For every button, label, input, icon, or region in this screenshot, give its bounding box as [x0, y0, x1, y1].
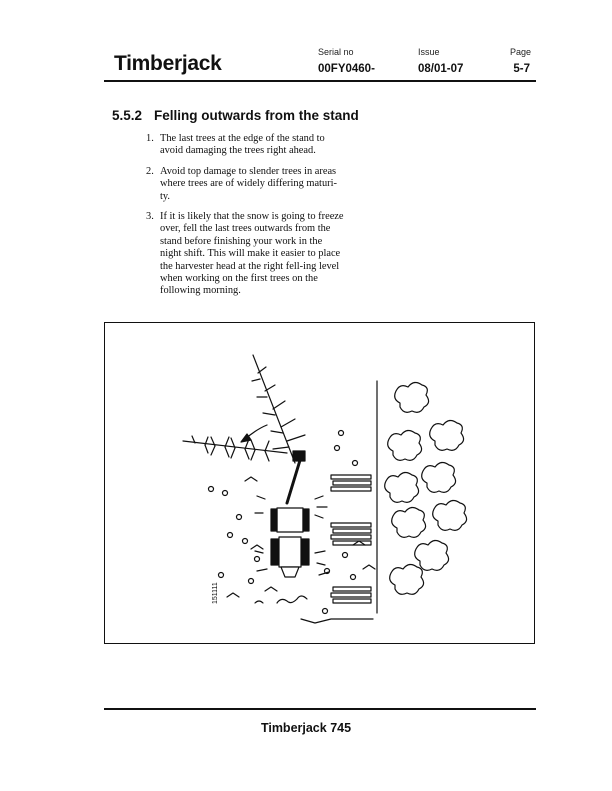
item-text: If it is likely that the snow is going to freeze over, fell the last trees outwards from the stand before finishing your work in the night shift. This will make it easier to place the harvester head at the right fell-ing level when working on the first trees on the following morning. — [160, 211, 344, 297]
serial-value: 00FY0460- — [318, 63, 375, 75]
serial-label: Serial no — [318, 47, 354, 57]
header-rule — [104, 80, 536, 82]
issue-field — [418, 47, 463, 75]
harvester-machine — [271, 508, 309, 577]
page-number: 5-7 — [513, 63, 530, 75]
felling-illustration — [104, 322, 535, 644]
figure-number: 151111 — [212, 582, 219, 604]
strip-road-bracket — [301, 619, 373, 623]
section-title: Felling outwards from the stand — [154, 108, 359, 123]
list-item — [146, 133, 346, 158]
footer-model: Timberjack 745 — [260, 721, 352, 735]
stand-tree-crowns — [385, 382, 467, 594]
item-number: 3. — [146, 211, 154, 223]
footer-rule — [104, 708, 536, 710]
felled-tree-falling — [183, 436, 287, 461]
item-text: The last trees at the edge of the stand to avoid damaging the trees right ahead. — [160, 133, 325, 157]
harvester-head — [293, 451, 305, 461]
issue-label: Issue — [418, 47, 440, 57]
list-item — [146, 211, 346, 298]
page-label: Page — [510, 47, 532, 57]
list-item — [146, 166, 346, 203]
serial-field — [318, 47, 375, 75]
instruction-list — [146, 133, 346, 306]
page-field — [510, 47, 530, 75]
issue-value: 08/01-07 — [418, 63, 464, 75]
log-piles — [331, 475, 371, 603]
felled-tree-upright — [252, 355, 305, 463]
item-text: Avoid top damage to slender trees in areas where trees are of widely differing maturi-ty. — [160, 165, 337, 202]
section-number: 5.5.2 — [112, 108, 143, 123]
crane-boom — [287, 457, 301, 503]
section-heading — [112, 108, 359, 123]
item-number: 1. — [146, 133, 154, 144]
item-number: 2. — [146, 165, 154, 177]
illustration-drawing — [105, 323, 536, 645]
brand-logo: Timberjack — [114, 52, 222, 75]
